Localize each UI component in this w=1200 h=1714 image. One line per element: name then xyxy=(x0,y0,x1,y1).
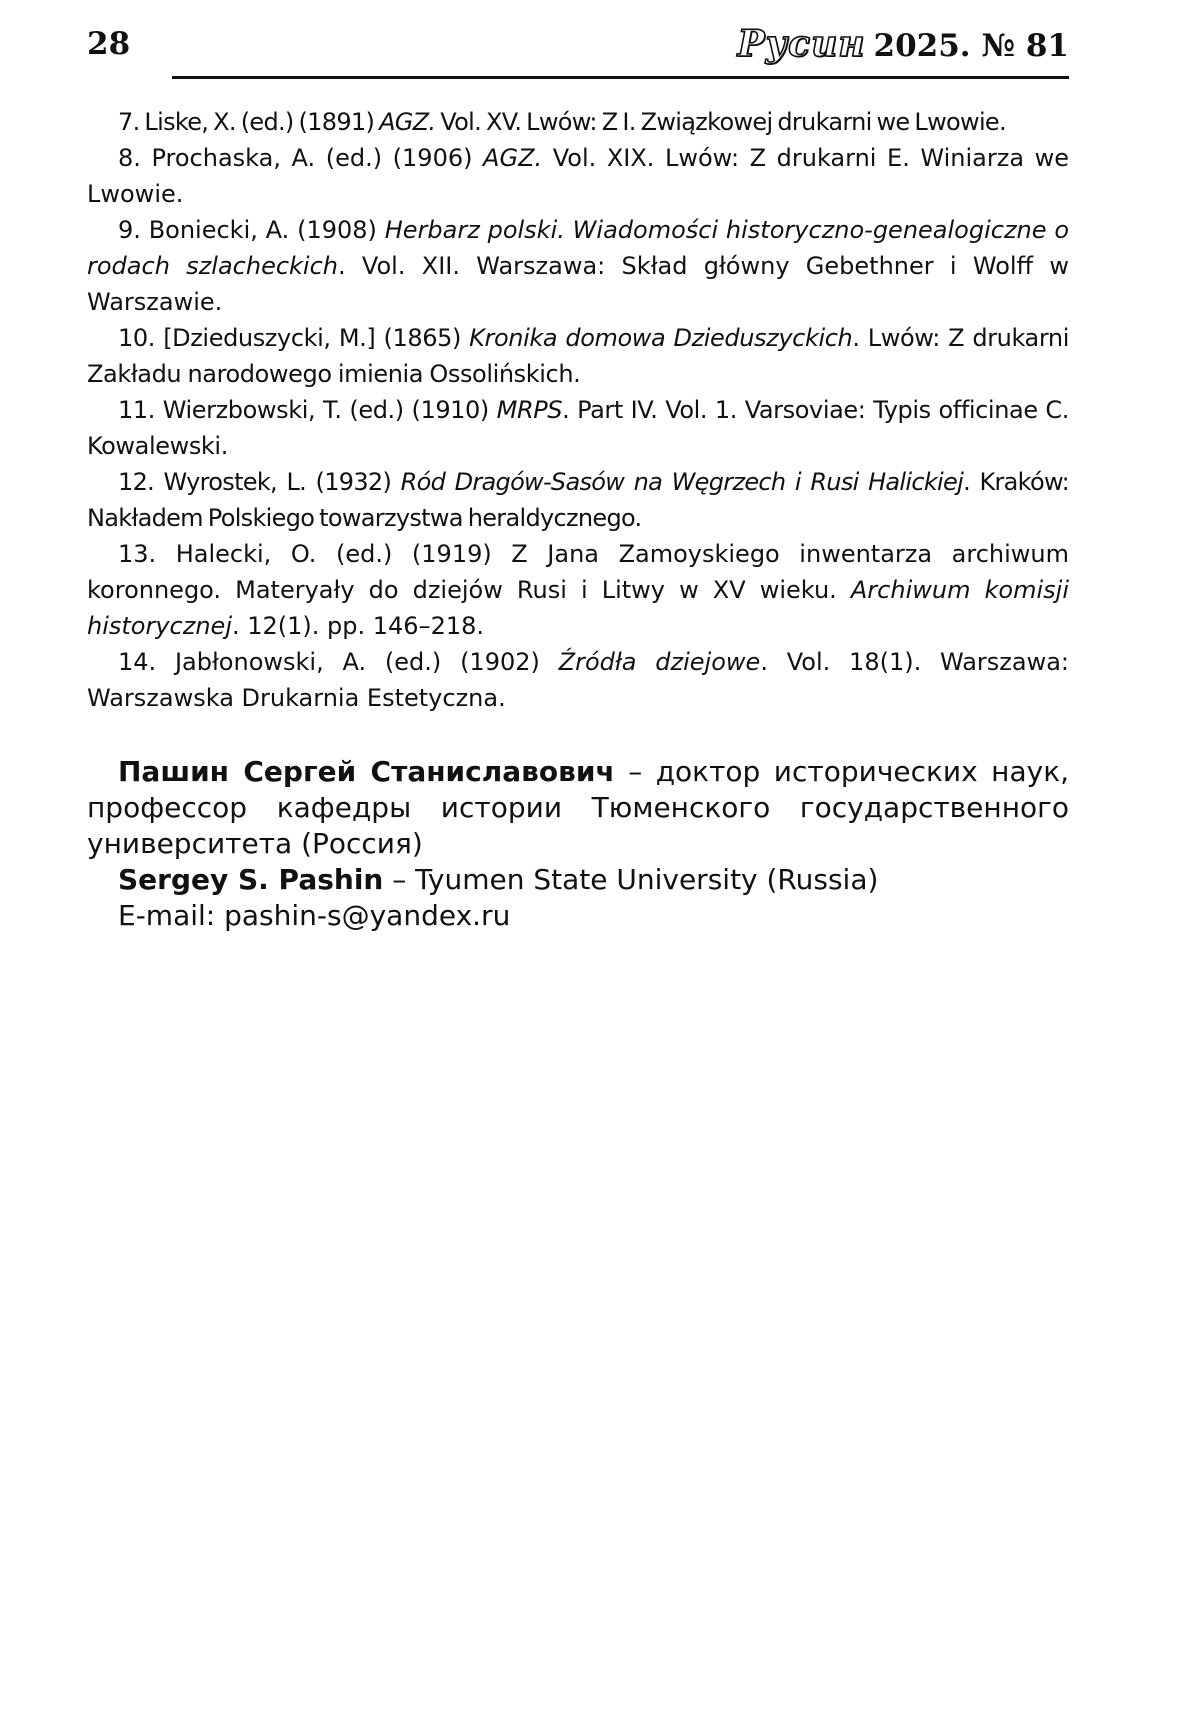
issue-number: 2025. № 81 xyxy=(873,28,1069,64)
running-head xyxy=(87,0,1069,80)
reference-item: 10. [Dzieduszycki, M.] (1865) Kronika domowa Dzieduszyckich. Lwów: Z drukarni Zakładu narodowego imienia Ossolińskich. xyxy=(87,324,1069,388)
reference-item: 13. Halecki, O. (ed.) (1919) Z Jana Zamoyskiego inwentarza archiwum koronnego. Materyały do dziejów Rusi i Litwy w XV wieku. Archiwum komisji historycznej. 12(1). pp. 146–218. xyxy=(87,540,1069,640)
reference-item: 11. Wierzbowski, T. (ed.) (1910) MRPS. Part IV. Vol. 1. Varsoviae: Typis officinae C. Kowalewski. xyxy=(87,396,1070,460)
author-info xyxy=(87,754,1069,934)
email-address[interactable]: pashin-s@yandex.ru xyxy=(224,899,511,932)
reference-item: 8. Prochaska, A. (ed.) (1906) AGZ. Vol. XIX. Lwów: Z drukarni E. Winiarza we Lwowie. xyxy=(87,144,1069,208)
reference-list xyxy=(87,104,1069,716)
reference-title: Kronika domowa Dzieduszyckich xyxy=(469,324,853,352)
journal-name-logo: Русин xyxy=(737,23,866,65)
reference-title: Archiwum komisji historycznej xyxy=(87,576,1069,640)
reference-item: 7. Liske, X. (ed.) (1891) AGZ. Vol. XV. Lwów: Z I. Związkowej drukarni we Lwowie. xyxy=(118,108,1006,136)
page xyxy=(87,0,1069,934)
reference-item: 12. Wyrostek, L. (1932) Ród Dragów-Sasów na Węgrzech i Rusi Halickiej. Kraków: Nakładem Polskiego towarzystwa heraldycznego. xyxy=(87,468,1070,532)
reference-title: Ród Dragów-Sasów na Węgrzech i Rusi Halickiej xyxy=(400,468,964,496)
reference-item: 14. Jabłonowski, A. (ed.) (1902) Źródła dziejowe. Vol. 18(1). Warszawa: Warszawska Drukarnia Estetyczna. xyxy=(87,648,1070,712)
journal-issue-header xyxy=(737,23,1069,65)
header-rule xyxy=(172,76,1069,79)
author-email-line xyxy=(87,898,1069,934)
author-russian xyxy=(87,754,1069,862)
reference-item: 9. Boniecki, A. (1908) Herbarz polski. Wiadomości historyczno-genealogiczne o rodach szlacheckich. Vol. XII. Warszawa: Skład główny Gebethner i Wolff w Warszawie. xyxy=(87,216,1070,316)
reference-title: MRPS xyxy=(496,396,563,424)
email-label: E-mail: xyxy=(118,899,225,932)
page-number: 28 xyxy=(87,26,131,62)
reference-title: AGZ. xyxy=(483,144,543,172)
author-name-en: Sergey S. Pashin xyxy=(118,863,384,896)
reference-title: Herbarz polski. Wiadomości historyczno-genealogiczne o rodach szlacheckich xyxy=(87,216,1069,280)
author-description-en: – Tyumen State University (Russia) xyxy=(383,863,879,896)
reference-title: Źródła dziejowe xyxy=(558,648,761,676)
reference-title: AGZ. xyxy=(379,108,436,136)
author-name-ru: Пашин Сергей Станиславович xyxy=(118,755,615,788)
author-description-ru: – доктор исторических наук, профессор кафедры истории Тюменского государственного университета (Россия) xyxy=(87,755,1070,860)
author-english xyxy=(87,862,1069,898)
